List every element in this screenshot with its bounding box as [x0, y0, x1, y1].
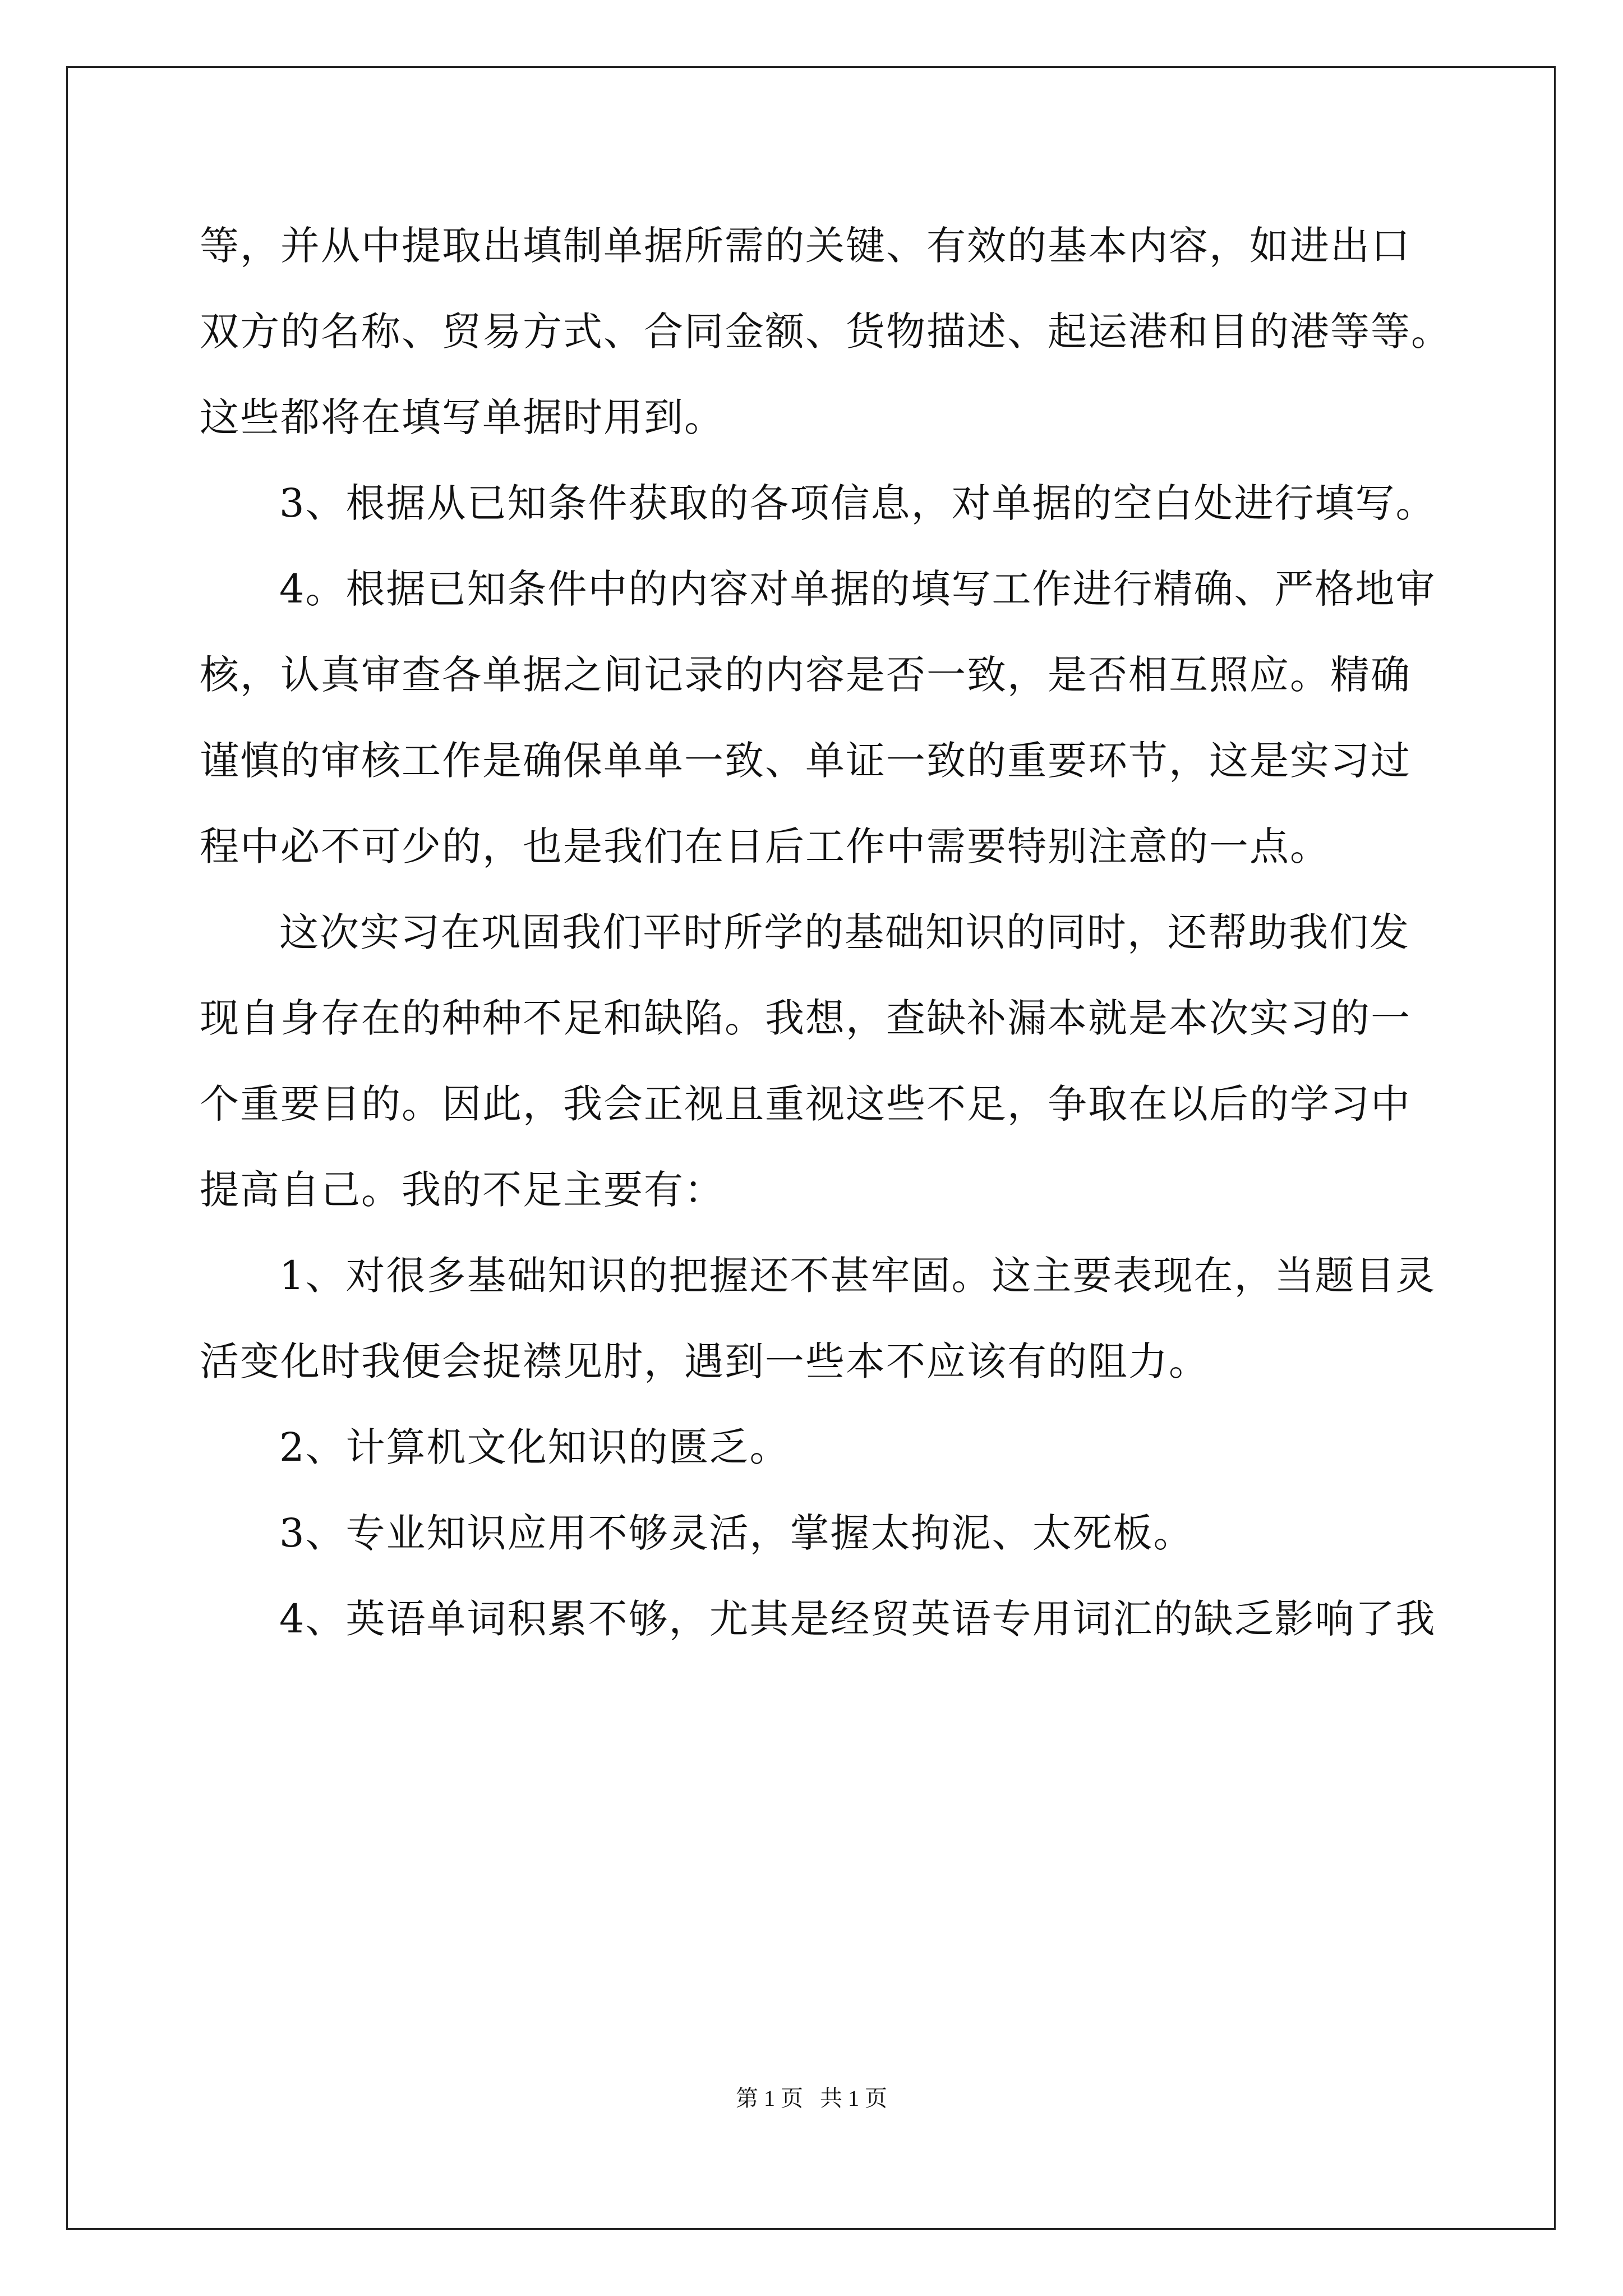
text-line: 活变化时我便会捉襟见肘，遇到一些本不应该有的阻力。 — [200, 1338, 1209, 1384]
document-body — [200, 220, 1451, 1679]
paragraph-start-line: 4。根据已知条件中的内容对单据的填写工作进行精确、严格地审 — [279, 566, 1436, 612]
text-line: 个重要目的。因此，我会正视且重视这些不足，争取在以后的学习中 — [200, 1081, 1411, 1127]
paragraph-start-line: 这次实习在巩固我们平时所学的基础知识的同时，还帮助我们发 — [279, 909, 1410, 955]
paragraph-start-line: 4、英语单词积累不够，尤其是经贸英语专用词汇的缺乏影响了我 — [279, 1596, 1436, 1642]
paragraph-start-line: 2、计算机文化知识的匮乏。 — [279, 1424, 790, 1470]
text-line: 提高自己。我的不足主要有： — [200, 1167, 725, 1213]
paragraph-start-line: 3、根据从已知条件获取的各项信息，对单据的空白处进行填写。 — [279, 480, 1436, 526]
paragraph-start-line: 3、专业知识应用不够灵活，掌握太拘泥、太死板。 — [279, 1510, 1194, 1556]
text-line: 双方的名称、贸易方式、合同金额、货物描述、起运港和目的港等等。 — [200, 309, 1451, 355]
text-line: 核，认真审查各单据之间记录的内容是否一致，是否相互照应。精确 — [200, 652, 1411, 698]
text-line: 现自身存在的种种不足和缺陷。我想，查缺补漏本就是本次实习的一 — [200, 995, 1411, 1041]
text-line: 谨慎的审核工作是确保单单一致、单证一致的重要环节，这是实习过 — [200, 738, 1411, 784]
page-number-footer: 第 1 页 共 1 页 — [736, 2086, 887, 2111]
paragraph-start-line: 1、对很多基础知识的把握还不甚牢固。这主要表现在，当题目灵 — [279, 1253, 1436, 1299]
text-line: 等，并从中提取出填制单据所需的关键、有效的基本内容，如进出口 — [200, 223, 1411, 269]
text-line: 这些都将在填写单据时用到。 — [200, 394, 725, 440]
text-line: 程中必不可少的，也是我们在日后工作中需要特别注意的一点。 — [200, 823, 1330, 869]
